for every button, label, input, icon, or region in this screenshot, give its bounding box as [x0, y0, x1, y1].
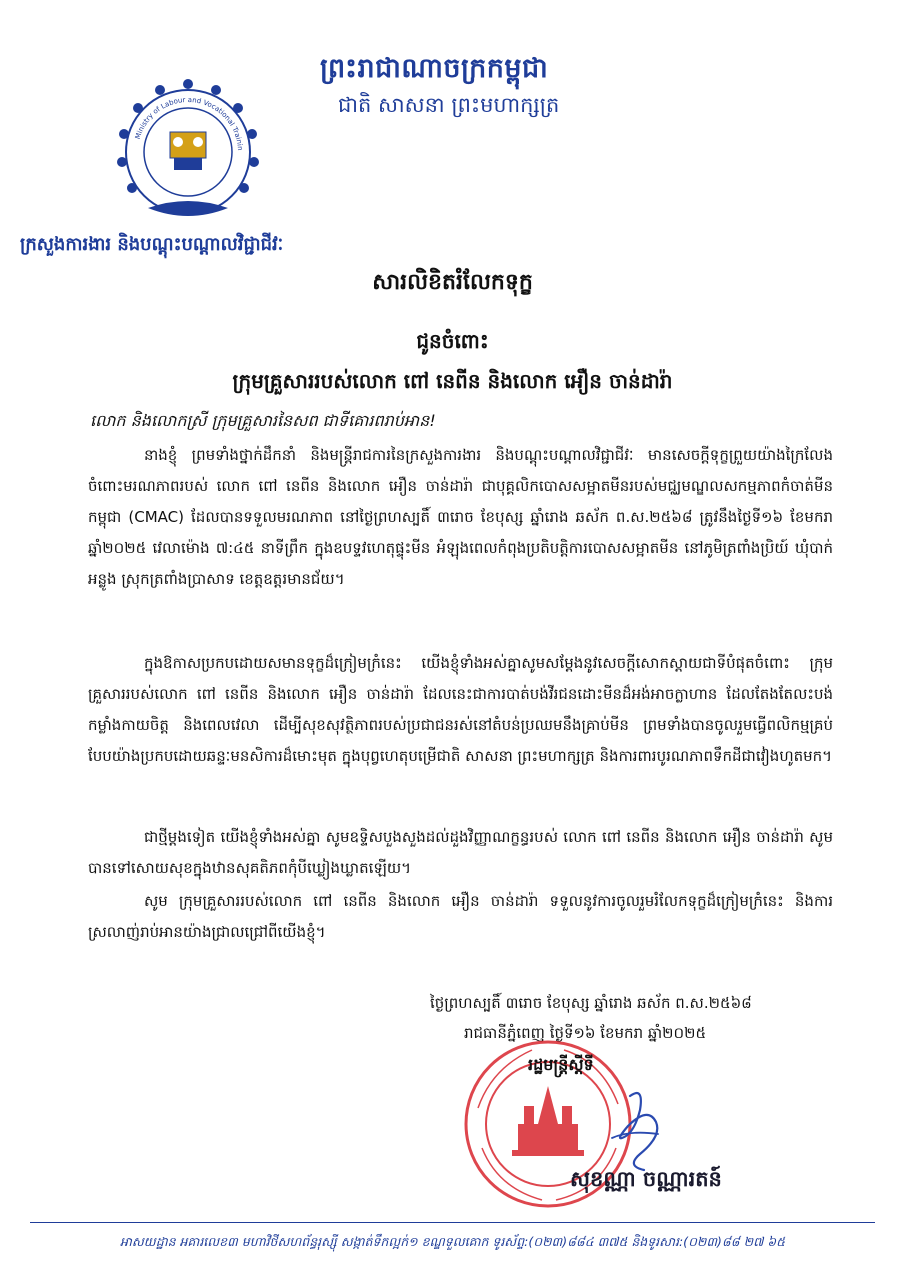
ministry-logo	[108, 72, 268, 232]
body-paragraph-2: ក្នុងឱកាសប្រកបដោយសមានទុក្ខដ៏ក្រៀមក្រំនេះ យើងខ្ញុំទាំងអស់គ្នាសូមសម្តែងនូវសេចក្តីសោកស្តាយជាទីបំផុតចំពោះ ក្រុមគ្រួសាររបស់លោក ពៅ នេពីន និងលោក អឿន ចាន់ដារ៉ា ដែលនេះជាការបាត់បង់វីរជនដោះមីនដ៏អង់អាចក្លាហាន ដែលតែងតែលះបង់កម្លាំងកាយចិត្ត និងពេលវេលា ដើម្បីសុខសុវត្ថិភាពរបស់ប្រជាជនរស់នៅតំបន់ប្រឈមនឹងគ្រាប់មីន ព្រមទាំងបានចូលរួមធ្វើពលិកម្មគ្រប់បែបយ៉ាងប្រកបដោយឆន្ទៈមនសិការដ៏មោះមុត ក្នុងបុព្វហេតុបម្រើជាតិ សាសនា ព្រះមហាក្សត្រ និងការពារបូរណភាពទឹកដីជាវៀងហូតមក។	[88, 654, 833, 765]
ministry-name: ក្រសួងការងារ និងបណ្តុះបណ្តាលវិជ្ជាជីវៈ	[20, 234, 284, 255]
place-and-date: រាជធានីភ្នំពេញ ថ្ងៃទី១៦ ខែមករា ឆ្នាំ២០២៥	[464, 1024, 707, 1042]
logo-caption: Ministry of Labour and Vocational Trainin	[133, 95, 245, 151]
letter-title: សារលិខិតរំលែកទុក្ខ	[372, 270, 533, 295]
footer-divider	[30, 1222, 875, 1223]
signer-title: រដ្ឋមន្ត្រីស្តីទី	[528, 1055, 594, 1074]
footer-address: អាសយដ្ឋាន អគារលេខ៣ មហាវិថីសហព័ន្ធរុស្ស៊ី សង្កាត់ទឹកល្អក់១ ខណ្ឌទួលគោក ទូរស័ព្ទ:(០២៣)៨៨៤ ៣៧៥ និងទូរសារ:(០២៣)៨៨ ២៧ ៦៥	[119, 1234, 785, 1249]
kingdom-heading: ព្រះរាជាណាចក្រកម្ពុជា	[320, 53, 549, 84]
signer-name: សុខណ្ណា ចណ្ណារតន៍	[570, 1167, 722, 1191]
national-motto: ជាតិ សាសនា ព្រះមហាក្សត្រ	[338, 93, 560, 117]
body-paragraph-4: សូម ក្រុមគ្រួសាររបស់លោក ពៅ នេពីន និងលោក អឿន ចាន់ដារ៉ា ទទួលនូវការចូលរួមរំលែកទុក្ខដ៏ក្រៀមក្រំនេះ និងការស្រលាញ់រាប់អានយ៉ាងជ្រាលជ្រៅពីយើងខ្ញុំ។	[88, 892, 833, 941]
salutation: លោក និងលោកស្រី ក្រុមគ្រួសារនៃសព ជាទីគោរពរាប់អាន!	[90, 411, 436, 430]
addressee: ក្រុមគ្រួសាររបស់លោក ពៅ នេពីន និងលោក អឿន ចាន់ដារ៉ា	[232, 369, 673, 393]
ministry-emblem-icon	[108, 72, 268, 232]
addressee-label: ជូនចំពោះ	[416, 329, 489, 353]
body-paragraph-1: នាងខ្ញុំ ព្រមទាំងថ្នាក់ដឹកនាំ និងមន្ត្រីរាជការនៃក្រសួងការងារ និងបណ្តុះបណ្តាលវិជ្ជាជីវៈ មានសេចក្តីទុក្ខព្រួយយ៉ាងក្រៃលែងចំពោះមរណភាពរបស់ លោក ពៅ នេពីន និងលោក អឿន ចាន់ដារ៉ា ជាបុគ្គលិកបោសសម្អាតមីនរបស់មជ្ឈមណ្ឌលសកម្មភាពកំចាត់មីនកម្ពុជា (CMAC) ដែលបានទទួលមរណភាព នៅថ្ងៃព្រហស្បតិ៍ ៣រោច ខែបុស្ស ឆ្នាំរោង ឆស័ក ព.ស.២៥៦៨ ត្រូវនឹងថ្ងៃទី១៦ ខែមករា ឆ្នាំ២០២៥ វេលាម៉ោង ៧:៤៥ នាទីព្រឹក ក្នុងឧបទ្ទវហេតុផ្ទុះមីន អំឡុងពេលកំពុងប្រតិបត្តិការបោសសម្អាតមីន នៅភូមិត្រពាំងប្រិយ៍ ឃុំបាក់អន្លូង ស្រុកត្រពាំងប្រាសាទ ខេត្តឧត្តរមានជ័យ។	[88, 446, 833, 588]
body-paragraph-3: ជាថ្មីម្តងទៀត យើងខ្ញុំទាំងអស់គ្នា សូមឧទ្ទិសបួងសួងដល់ដួងវិញ្ញាណក្ខន្ធរបស់ លោក ពៅ នេពីន និងលោក អឿន ចាន់ដារ៉ា សូមបានទៅសោយសុខក្នុងឋានសុគតិភពកុំបីឃ្លៀងឃ្លាតឡើយ។	[88, 828, 833, 877]
lunar-date: ថ្ងៃព្រហស្បតិ៍ ៣រោច ខែបុស្ស ឆ្នាំរោង ឆស័ក ព.ស.២៥៦៨	[430, 994, 752, 1012]
